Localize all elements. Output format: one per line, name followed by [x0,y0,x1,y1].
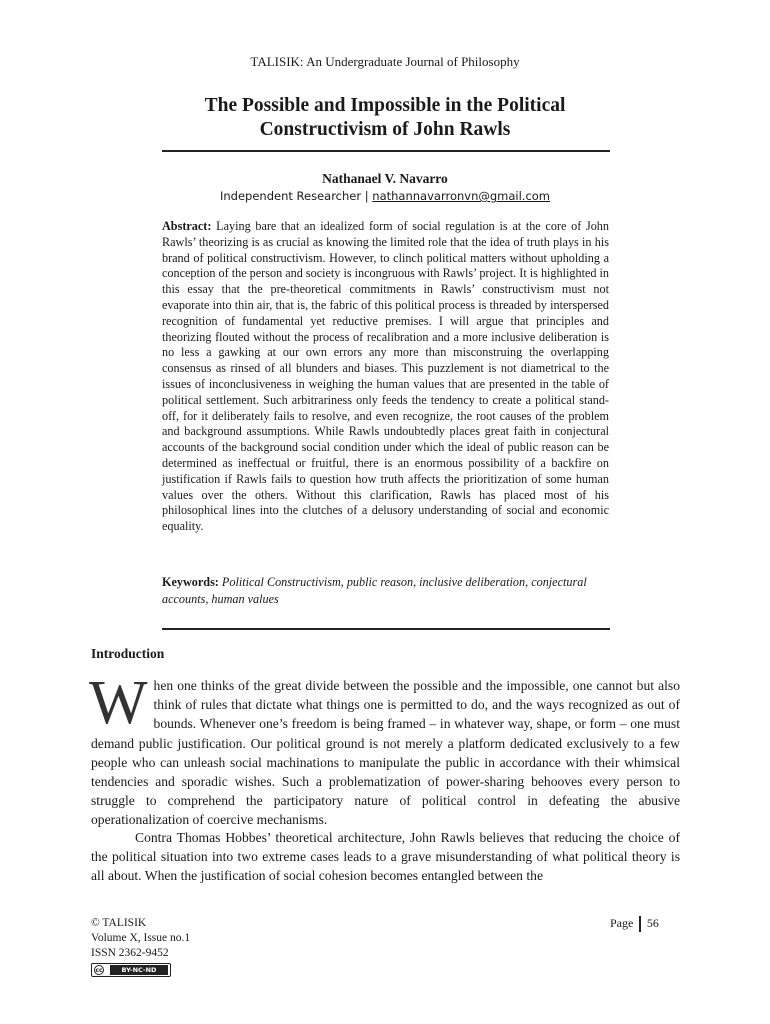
intro-paragraph-2: Contra Thomas Hobbes’ theoretical architecture, John Rawls believes that reducing the choice of the political situation into two extreme cases leads to a grave misunderstanding of what political theory is all about. When the justification of social cohesion becomes entangled between the [91,830,680,884]
footer-copyright: © TALISIK [91,917,147,929]
page-label: Page [610,916,634,930]
abstract-label: Abstract: [162,219,212,233]
article-title [150,94,620,142]
journal-header: TALISIK: An Undergraduate Journal of Philosophy [250,54,520,69]
page-separator [639,916,641,932]
footer-volume: Volume X, Issue no.1 [91,932,191,944]
affiliation-text: Independent Researcher | [219,189,373,203]
page-number: 56 [646,916,659,930]
drop-cap: W [89,669,148,737]
keywords [162,574,609,608]
keywords-label: Keywords: [162,575,219,589]
section-heading: Introduction [91,646,165,661]
intro-paragraph-1 [89,669,680,830]
title-divider [162,150,610,152]
cc-license-text: BY-NC-ND [110,965,168,975]
keywords-text: Political Constructivism, public reason, inclusive deliberation, conjectural accounts, human values [162,575,587,606]
paragraph-1-text: hen one thinks of the great divide between the possible and the impossible, one cannot but also think of rules that dictate what things one is permitted to do, and the ways recognized as out of bounds. Whenever one’s freedom is being framed – in whatever way, shape, or form – one must demand public justification. Our political ground is not merely a platform dedicated exclusively to a few people who can unleash social machinations to manipulate the public in accordance with their whimsical tendencies and sporadic wishes. Such a problematization of power-sharing behooves every person to struggle to comprehend the participatory nature of political control in defeating the abusive operationalization of coercive mechanisms. [91,678,680,828]
abstract [162,219,609,535]
footer-issn: ISSN 2362-9452 [91,947,169,959]
title-line-2: Constructivism of John Rawls [259,119,511,140]
abstract-text: Laying bare that an idealized form of social regulation is at the core of John Rawls’ theorizing is as crucial as knowing the limited role that the idea of truth plays in his brand of political constructivism. However, to clinch political matters without upholding a conception of the person and society is incongruous with Rawls’ project. It is highlighted in this essay that the pre-theoretical commitments in Rawls’ constructivism must not evaporate into thin air, that is, the fabric of this political process is threaded by interspersed recognition of fundamental yet reductive premises. I will argue that principles and theorizing flouted without the process of recalibration and a more inclusive deliberation is no less a gawking at our own errors any more than misconstruing the overlapping consensus as rinsed of all blunders and biases. This puzzlement is not diametrical to the issues of inconclusiveness in weighing the human values that are presented in the table of political settlement. Such arbitrariness only feeds the tendency to create a political stand-off, for it deliberately fails to resolve, and even recognize, the root causes of the problem and background assumptions. While Rawls undoubtedly places great faith in conjectural accounts of the background social condition under which the ideal of public reason can be determined as ineffectual or fruitful, there is an enormous possibility of a backfire on justification if Rawls fails to question how truth affects the prioritization of some human values over the others. Without this clarification, Rawls has placed most of his philosophical lines into the clutches of a delusory understanding of social and economic equality. [162,219,609,534]
cc-icon: cc [95,966,103,974]
author-name: Nathanael V. Navarro [322,171,448,186]
author-email-link[interactable]: nathannavarronvn@gmail.com [372,189,551,203]
cc-license-badge[interactable] [91,963,171,977]
footer-publication-info [91,916,190,982]
abstract-divider [162,628,610,630]
title-line-1: The Possible and Impossible in the Political [204,95,566,116]
author-affiliation [0,189,770,203]
page-number-block [610,916,659,932]
